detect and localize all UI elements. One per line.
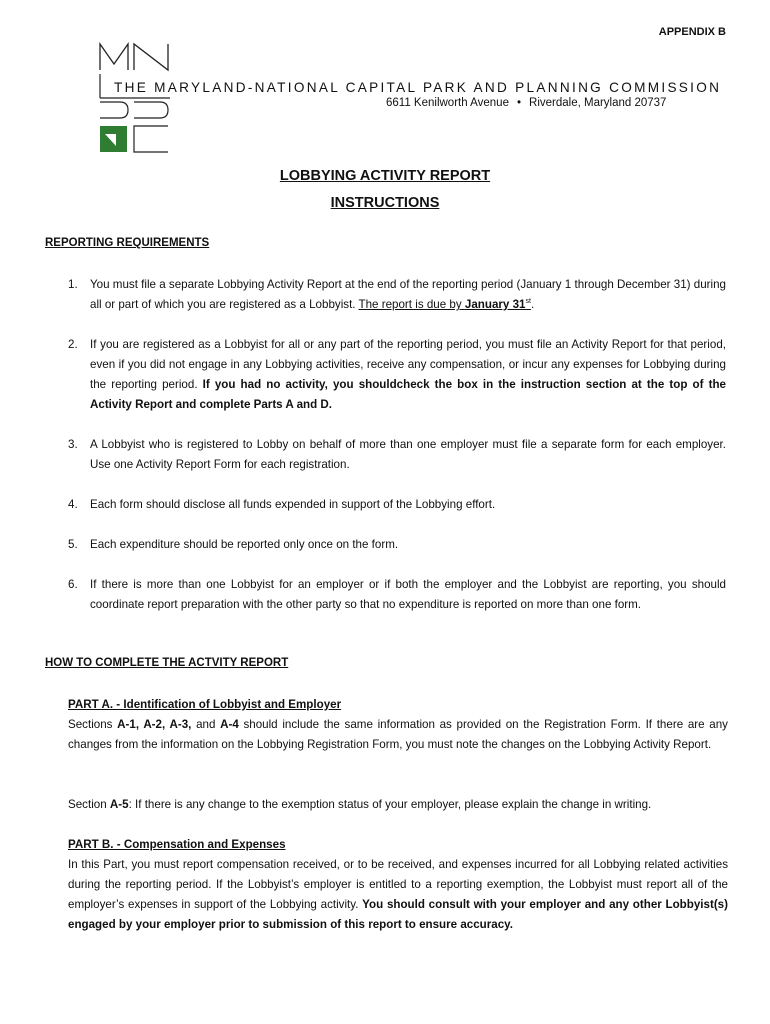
list-item <box>90 435 726 475</box>
list-item <box>90 575 726 615</box>
section-a5-text <box>68 795 728 815</box>
page-title: LOBBYING ACTIVITY REPORT <box>279 168 491 184</box>
list-item <box>90 335 726 415</box>
part-a-text-1: Sections <box>68 718 113 731</box>
item-number: 3. <box>68 438 78 451</box>
item-number: 5. <box>68 538 78 551</box>
part-a-heading: PART A. - Identification of Lobbyist and Employer <box>68 698 342 711</box>
part-a-text-2: and <box>196 718 216 731</box>
item-number: 1. <box>68 278 78 291</box>
part-a-section-a4: A-4 <box>220 718 239 731</box>
item-text: You must file a separate Lobbying Activity Report at the end of the reporting period (January 1 through December 31) during all or part of which you are registered as a Lobbyist. <box>90 278 726 311</box>
part-b-text <box>68 855 728 935</box>
due-date-suffix: st <box>525 298 531 306</box>
how-to-heading: HOW TO COMPLETE THE ACTVITY REPORT <box>45 657 289 669</box>
item-number: 2. <box>68 338 78 351</box>
address-separator: • <box>516 97 522 109</box>
address-city: Riverdale, Maryland 20737 <box>529 97 667 109</box>
section-label: Section <box>68 798 107 811</box>
part-a-sections: A-1, A-2, A-3, <box>117 718 192 731</box>
list-item <box>90 495 726 515</box>
part-b-emphasis: You should consult with your employer and any other Lobbyist(s) engaged by your employer prior to submission of this report to ensure accuracy. <box>68 898 728 931</box>
commission-logo <box>98 42 722 154</box>
part-a-text-3: should include the same information as provided on the Registration Form. If there are any changes from the information on the Lobbying Registration Form, you must note the changes on the Lobbying Activity Report. <box>68 718 728 751</box>
due-date: January 31 <box>464 298 526 311</box>
address-street: 6611 Kenilworth Avenue <box>386 97 509 109</box>
item-number: 4. <box>68 498 78 511</box>
appendix-label: APPENDIX B <box>658 26 726 38</box>
reporting-requirements-heading: REPORTING REQUIREMENTS <box>45 237 210 249</box>
section-a5: A-5 <box>109 798 129 811</box>
item-number: 6. <box>68 578 78 591</box>
due-text: The report is due by <box>358 298 462 311</box>
list-item <box>90 275 726 315</box>
list-item <box>90 535 726 555</box>
part-a-text <box>68 715 728 755</box>
org-address <box>386 97 666 109</box>
item-text: Each form should disclose all funds expended in support of the Lobbying effort. <box>90 498 496 511</box>
org-name: THE MARYLAND-NATIONAL CAPITAL PARK AND PLANNING COMMISSION <box>114 80 722 95</box>
page-subtitle: INSTRUCTIONS <box>330 195 440 211</box>
part-b-section <box>68 835 728 935</box>
item-text: If you are registered as a Lobbyist for all or any part of the reporting period, you must file an Activity Report for that period, even if you did not engage in any Lobbying activities, receive any compensation, or incur any expenses for Lobbying during the reporting period. <box>90 338 726 391</box>
item-text: If there is more than one Lobbyist for an employer or if both the employer and the Lobbyist are reporting, you should coordinate report preparation with the other party so that no expenditure is reported on more than one form. <box>90 578 726 611</box>
due-date-text <box>359 298 531 311</box>
item-text: Each expenditure should be reported only once on the form. <box>90 538 399 551</box>
item-emphasis: If you had no activity, you shouldcheck the box in the instruction section at the top of the Activity Report and complete Parts A and D. <box>90 378 726 411</box>
part-b-heading: PART B. - Compensation and Expenses <box>68 838 286 851</box>
period: . <box>530 298 535 311</box>
part-b-text-1: In this Part, you must report compensation received, or to be received, and expenses incurred for all Lobbying related activities during the reporting period. If the Lobbyist’s employer is entitled to a reporting exemption, the Lobbyist must report all of the employer’s expenses in support of the Lobbying activity. <box>68 858 728 911</box>
part-a-section <box>68 695 728 755</box>
item-text: A Lobbyist who is registered to Lobby on behalf of more than one employer must file a separate form for each employer. Use one Activity Report Form for each registration. <box>90 438 726 471</box>
section-a5-description: : If there is any change to the exemption status of your employer, please explain the change in writing. <box>128 798 652 811</box>
